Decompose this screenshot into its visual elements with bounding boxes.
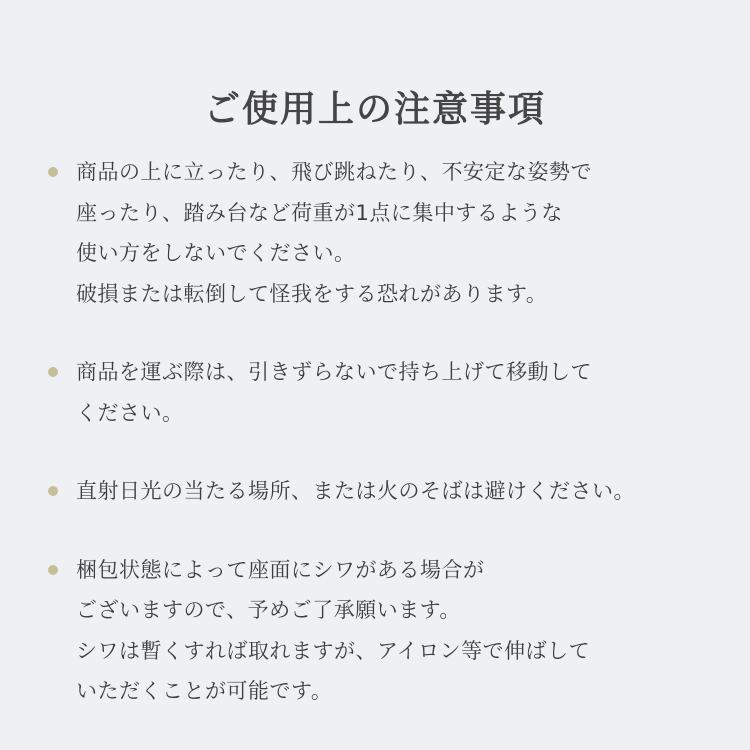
bullet-icon [48, 167, 58, 177]
page-title: ご使用上の注意事項 [203, 89, 546, 131]
caution-item-1-line-2: 座ったり、踏み台など荷重が1点に集中するような [76, 200, 563, 225]
caution-item-4-line-4: いただくことが可能です。 [76, 679, 333, 703]
caution-item-4-line-1: 梱包状態によって座面にシワがある場合が [76, 557, 485, 582]
bullet-icon [48, 367, 58, 377]
caution-item-4-line-2: ございますので、予めご了承願います。 [76, 598, 461, 622]
caution-item-3-line-1: 直射日光の当たる場所、または火のそばは避けください。 [76, 479, 635, 503]
caution-item-4-line-3: シワは暫くすれば取れますが、アイロン等で伸ばして [76, 638, 591, 663]
caution-item-1-line-3: 使い方をしないでください。 [76, 241, 356, 265]
caution-item-3 [0, 471, 750, 512]
caution-item-2-line-2: ください。 [76, 400, 184, 425]
bullet-icon [48, 565, 58, 575]
caution-item-1 [0, 152, 750, 314]
bullet-icon [48, 486, 58, 496]
caution-item-2-line-1: 商品を運ぶ際は、引きずらないで持ち上げて移動して [76, 360, 592, 384]
caution-item-4 [0, 550, 750, 712]
caution-item-2 [0, 352, 750, 433]
caution-item-1-line-1: 商品の上に立ったり、飛び跳ねたり、不安定な姿勢で [76, 160, 592, 184]
caution-list [0, 152, 750, 712]
caution-item-1-line-4: 破損または転倒して怪我をする恐れがあります。 [76, 281, 548, 306]
